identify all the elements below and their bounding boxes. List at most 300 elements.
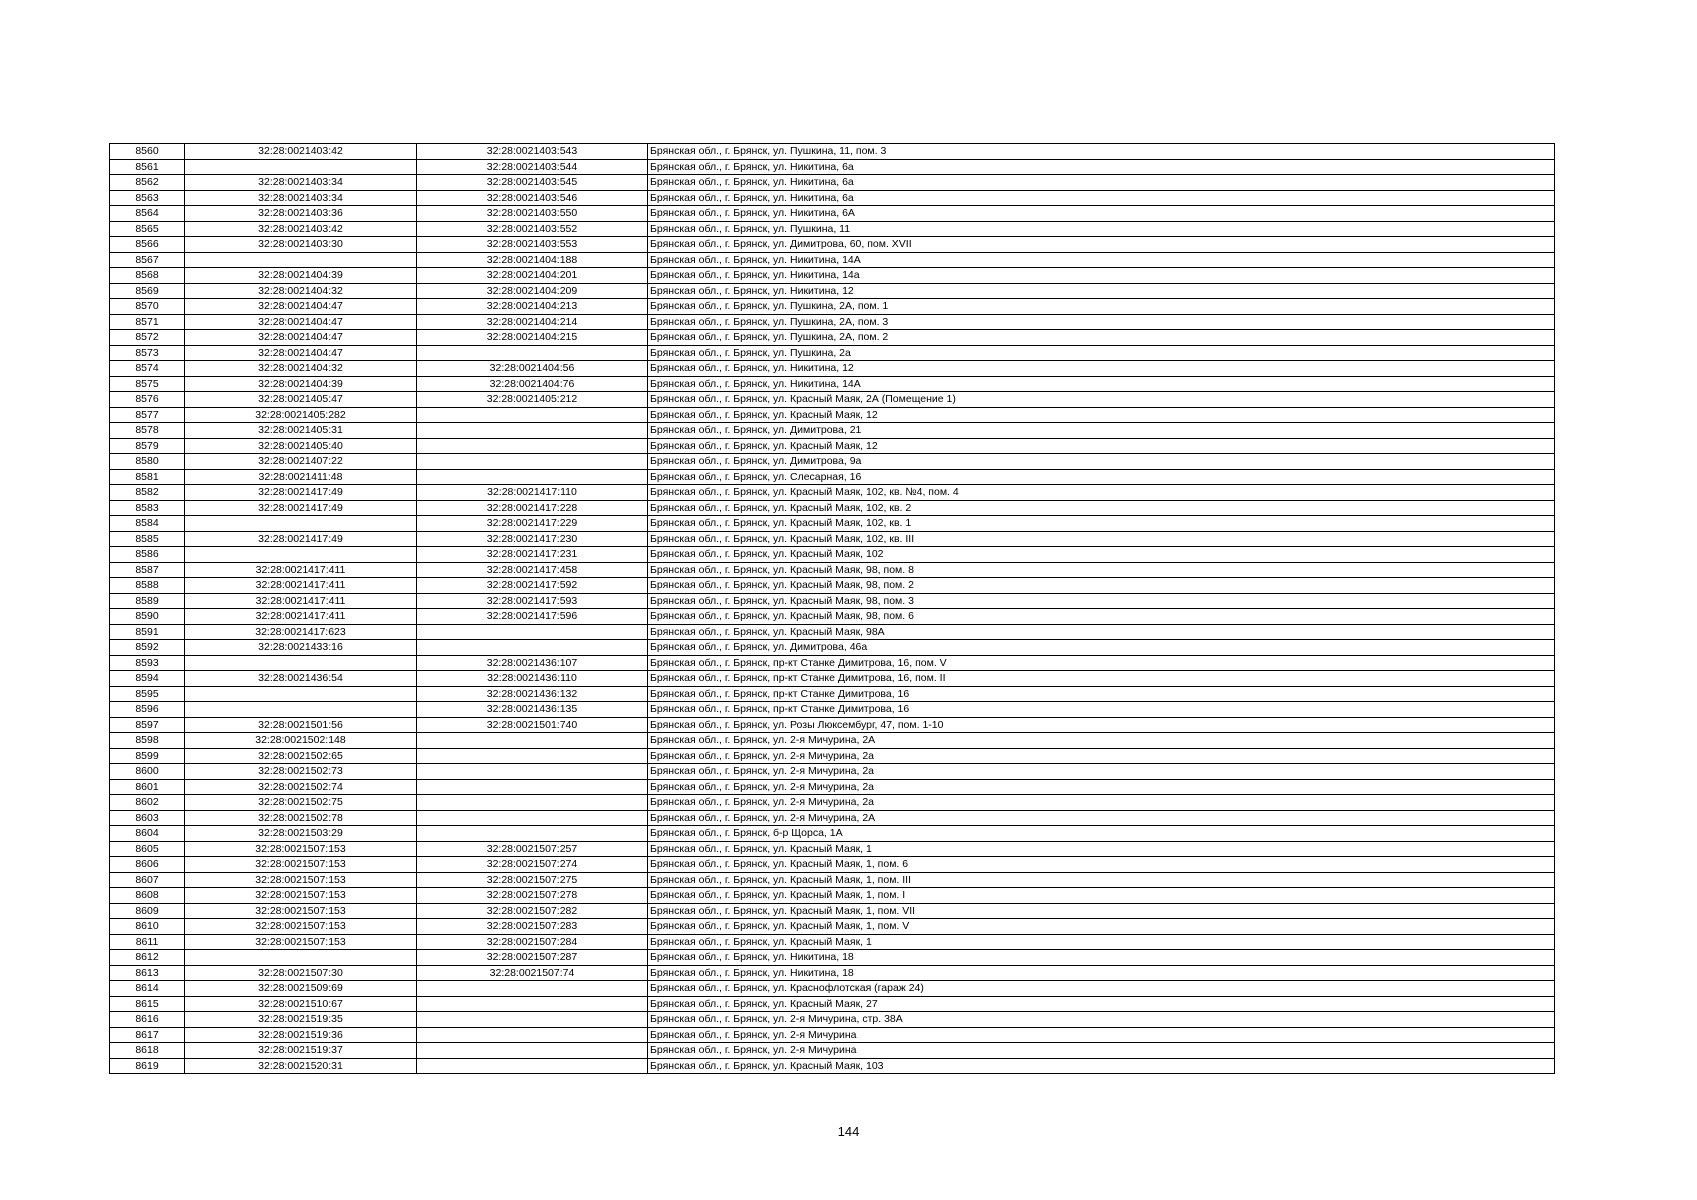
row-number-cell: 8567 <box>110 252 185 268</box>
row-number-cell: 8604 <box>110 826 185 842</box>
table-row <box>110 593 1555 609</box>
row-number-cell: 8590 <box>110 609 185 625</box>
object-cadastral-cell <box>417 454 648 470</box>
land-cadastral-cell: 32:28:0021417:49 <box>185 531 417 547</box>
object-cadastral-cell: 32:28:0021404:56 <box>417 361 648 377</box>
address-cell: Брянская обл., г. Брянск, ул. Никитина, 6а <box>648 159 1555 175</box>
table-row <box>110 733 1555 749</box>
row-number-cell: 8599 <box>110 748 185 764</box>
address-cell: Брянская обл., г. Брянск, ул. Никитина, 6а <box>648 190 1555 206</box>
row-number-cell: 8612 <box>110 950 185 966</box>
address-cell: Брянская обл., г. Брянск, ул. Красный Маяк, 102, кв. №4, пом. 4 <box>648 485 1555 501</box>
object-cadastral-cell: 32:28:0021507:287 <box>417 950 648 966</box>
object-cadastral-cell: 32:28:0021501:740 <box>417 717 648 733</box>
row-number-cell: 8576 <box>110 392 185 408</box>
row-number-cell: 8575 <box>110 376 185 392</box>
object-cadastral-cell: 32:28:0021436:107 <box>417 655 648 671</box>
table-row <box>110 810 1555 826</box>
table-row <box>110 779 1555 795</box>
land-cadastral-cell: 32:28:0021404:47 <box>185 330 417 346</box>
row-number-cell: 8609 <box>110 903 185 919</box>
object-cadastral-cell: 32:28:0021507:257 <box>417 841 648 857</box>
table-row <box>110 919 1555 935</box>
land-cadastral-cell: 32:28:0021404:47 <box>185 345 417 361</box>
address-cell: Брянская обл., г. Брянск, ул. Красный Маяк, 12 <box>648 438 1555 454</box>
address-cell: Брянская обл., г. Брянск, ул. Никитина, 14а <box>648 268 1555 284</box>
land-cadastral-cell: 32:28:0021411:48 <box>185 469 417 485</box>
row-number-cell: 8596 <box>110 702 185 718</box>
object-cadastral-cell <box>417 1012 648 1028</box>
table-row <box>110 376 1555 392</box>
land-cadastral-cell: 32:28:0021507:30 <box>185 965 417 981</box>
object-cadastral-cell: 32:28:0021404:215 <box>417 330 648 346</box>
object-cadastral-cell: 32:28:0021417:228 <box>417 500 648 516</box>
object-cadastral-cell: 32:28:0021405:212 <box>417 392 648 408</box>
object-cadastral-cell: 32:28:0021507:284 <box>417 934 648 950</box>
land-cadastral-cell: 32:28:0021520:31 <box>185 1058 417 1074</box>
land-cadastral-cell: 32:28:0021417:411 <box>185 578 417 594</box>
table-row <box>110 175 1555 191</box>
object-cadastral-cell: 32:28:0021436:135 <box>417 702 648 718</box>
table-row <box>110 345 1555 361</box>
row-number-cell: 8574 <box>110 361 185 377</box>
table-row <box>110 795 1555 811</box>
row-number-cell: 8579 <box>110 438 185 454</box>
land-cadastral-cell: 32:28:0021507:153 <box>185 841 417 857</box>
land-cadastral-cell: 32:28:0021405:40 <box>185 438 417 454</box>
land-cadastral-cell: 32:28:0021404:39 <box>185 376 417 392</box>
land-cadastral-cell: 32:28:0021502:73 <box>185 764 417 780</box>
row-number-cell: 8591 <box>110 624 185 640</box>
object-cadastral-cell: 32:28:0021403:553 <box>417 237 648 253</box>
address-cell: Брянская обл., г. Брянск, ул. Никитина, 12 <box>648 361 1555 377</box>
row-number-cell: 8562 <box>110 175 185 191</box>
row-number-cell: 8615 <box>110 996 185 1012</box>
registry-table-body <box>110 144 1555 1074</box>
land-cadastral-cell: 32:28:0021404:47 <box>185 314 417 330</box>
object-cadastral-cell: 32:28:0021417:231 <box>417 547 648 563</box>
row-number-cell: 8607 <box>110 872 185 888</box>
address-cell: Брянская обл., г. Брянск, ул. 2-я Мичурина, 2А <box>648 810 1555 826</box>
table-row <box>110 159 1555 175</box>
object-cadastral-cell: 32:28:0021507:74 <box>417 965 648 981</box>
land-cadastral-cell: 32:28:0021417:411 <box>185 562 417 578</box>
address-cell: Брянская обл., г. Брянск, ул. Красный Маяк, 2А (Помещение 1) <box>648 392 1555 408</box>
land-cadastral-cell: 32:28:0021519:36 <box>185 1027 417 1043</box>
land-cadastral-cell: 32:28:0021509:69 <box>185 981 417 997</box>
address-cell: Брянская обл., г. Брянск, ул. Димитрова, 60, пом. XVII <box>648 237 1555 253</box>
object-cadastral-cell: 32:28:0021436:132 <box>417 686 648 702</box>
address-cell: Брянская обл., г. Брянск, ул. Красный Маяк, 102, кв. III <box>648 531 1555 547</box>
table-row <box>110 485 1555 501</box>
row-number-cell: 8577 <box>110 407 185 423</box>
address-cell: Брянская обл., г. Брянск, ул. Красный Маяк, 1, пом. 6 <box>648 857 1555 873</box>
object-cadastral-cell: 32:28:0021403:546 <box>417 190 648 206</box>
address-cell: Брянская обл., г. Брянск, ул. Слесарная, 16 <box>648 469 1555 485</box>
address-cell: Брянская обл., г. Брянск, ул. Пушкина, 2А, пом. 1 <box>648 299 1555 315</box>
object-cadastral-cell: 32:28:0021417:110 <box>417 485 648 501</box>
object-cadastral-cell <box>417 1027 648 1043</box>
table-row <box>110 934 1555 950</box>
land-cadastral-cell: 32:28:0021403:30 <box>185 237 417 253</box>
table-row <box>110 841 1555 857</box>
table-row <box>110 981 1555 997</box>
row-number-cell: 8593 <box>110 655 185 671</box>
row-number-cell: 8570 <box>110 299 185 315</box>
row-number-cell: 8572 <box>110 330 185 346</box>
table-row <box>110 454 1555 470</box>
object-cadastral-cell <box>417 826 648 842</box>
table-row <box>110 562 1555 578</box>
object-cadastral-cell: 32:28:0021404:188 <box>417 252 648 268</box>
address-cell: Брянская обл., г. Брянск, ул. Краснофлотская (гараж 24) <box>648 981 1555 997</box>
address-cell: Брянская обл., г. Брянск, ул. Никитина, 18 <box>648 965 1555 981</box>
land-cadastral-cell: 32:28:0021502:75 <box>185 795 417 811</box>
land-cadastral-cell <box>185 547 417 563</box>
object-cadastral-cell: 32:28:0021507:275 <box>417 872 648 888</box>
object-cadastral-cell: 32:28:0021417:458 <box>417 562 648 578</box>
table-row <box>110 516 1555 532</box>
table-row <box>110 1043 1555 1059</box>
table-row <box>110 996 1555 1012</box>
address-cell: Брянская обл., г. Брянск, ул. Красный Маяк, 98, пом. 8 <box>648 562 1555 578</box>
object-cadastral-cell <box>417 640 648 656</box>
table-row <box>110 702 1555 718</box>
address-cell: Брянская обл., г. Брянск, ул. 2-я Мичурина <box>648 1043 1555 1059</box>
land-cadastral-cell: 32:28:0021502:65 <box>185 748 417 764</box>
object-cadastral-cell <box>417 624 648 640</box>
land-cadastral-cell: 32:28:0021404:32 <box>185 361 417 377</box>
object-cadastral-cell: 32:28:0021417:229 <box>417 516 648 532</box>
land-cadastral-cell: 32:28:0021507:153 <box>185 872 417 888</box>
address-cell: Брянская обл., г. Брянск, ул. 2-я Мичурина, 2а <box>648 748 1555 764</box>
object-cadastral-cell: 32:28:0021403:543 <box>417 144 648 160</box>
address-cell: Брянская обл., г. Брянск, ул. Красный Маяк, 27 <box>648 996 1555 1012</box>
address-cell: Брянская обл., г. Брянск, ул. Никитина, 12 <box>648 283 1555 299</box>
object-cadastral-cell: 32:28:0021404:201 <box>417 268 648 284</box>
object-cadastral-cell: 32:28:0021403:545 <box>417 175 648 191</box>
table-row <box>110 578 1555 594</box>
address-cell: Брянская обл., г. Брянск, ул. Пушкина, 2А, пом. 3 <box>648 314 1555 330</box>
row-number-cell: 8578 <box>110 423 185 439</box>
land-cadastral-cell: 32:28:0021405:282 <box>185 407 417 423</box>
land-cadastral-cell: 32:28:0021417:411 <box>185 593 417 609</box>
address-cell: Брянская обл., г. Брянск, ул. 2-я Мичурина, 2а <box>648 779 1555 795</box>
object-cadastral-cell: 32:28:0021404:209 <box>417 283 648 299</box>
row-number-cell: 8597 <box>110 717 185 733</box>
object-cadastral-cell <box>417 438 648 454</box>
row-number-cell: 8589 <box>110 593 185 609</box>
row-number-cell: 8611 <box>110 934 185 950</box>
land-cadastral-cell: 32:28:0021507:153 <box>185 888 417 904</box>
land-cadastral-cell <box>185 655 417 671</box>
address-cell: Брянская обл., г. Брянск, б-р Щорса, 1А <box>648 826 1555 842</box>
row-number-cell: 8566 <box>110 237 185 253</box>
table-row <box>110 221 1555 237</box>
land-cadastral-cell: 32:28:0021510:67 <box>185 996 417 1012</box>
object-cadastral-cell: 32:28:0021436:110 <box>417 671 648 687</box>
object-cadastral-cell: 32:28:0021507:278 <box>417 888 648 904</box>
row-number-cell: 8601 <box>110 779 185 795</box>
table-row <box>110 717 1555 733</box>
page-number: 144 <box>837 1124 860 1139</box>
land-cadastral-cell: 32:28:0021403:34 <box>185 175 417 191</box>
object-cadastral-cell: 32:28:0021507:283 <box>417 919 648 935</box>
row-number-cell: 8602 <box>110 795 185 811</box>
land-cadastral-cell: 32:28:0021403:36 <box>185 206 417 222</box>
object-cadastral-cell <box>417 795 648 811</box>
table-row <box>110 252 1555 268</box>
address-cell: Брянская обл., г. Брянск, ул. Пушкина, 11 <box>648 221 1555 237</box>
object-cadastral-cell: 32:28:0021417:596 <box>417 609 648 625</box>
row-number-cell: 8616 <box>110 1012 185 1028</box>
row-number-cell: 8585 <box>110 531 185 547</box>
land-cadastral-cell: 32:28:0021417:49 <box>185 500 417 516</box>
address-cell: Брянская обл., г. Брянск, ул. Красный Маяк, 1, пом. I <box>648 888 1555 904</box>
address-cell: Брянская обл., г. Брянск, ул. Красный Маяк, 1, пом. VII <box>648 903 1555 919</box>
row-number-cell: 8573 <box>110 345 185 361</box>
land-cadastral-cell: 32:28:0021507:153 <box>185 857 417 873</box>
address-cell: Брянская обл., г. Брянск, ул. Красный Маяк, 98, пом. 2 <box>648 578 1555 594</box>
address-cell: Брянская обл., г. Брянск, ул. Никитина, 14А <box>648 252 1555 268</box>
row-number-cell: 8561 <box>110 159 185 175</box>
table-row <box>110 531 1555 547</box>
land-cadastral-cell <box>185 159 417 175</box>
row-number-cell: 8588 <box>110 578 185 594</box>
table-row <box>110 438 1555 454</box>
address-cell: Брянская обл., г. Брянск, ул. Красный Маяк, 1, пом. III <box>648 872 1555 888</box>
address-cell: Брянская обл., г. Брянск, ул. Пушкина, 2а <box>648 345 1555 361</box>
table-row <box>110 686 1555 702</box>
address-cell: Брянская обл., г. Брянск, пр-кт Станке Димитрова, 16, пом. V <box>648 655 1555 671</box>
address-cell: Брянская обл., г. Брянск, ул. Красный Маяк, 12 <box>648 407 1555 423</box>
address-cell: Брянская обл., г. Брянск, ул. 2-я Мичурина, 2а <box>648 764 1555 780</box>
table-row <box>110 1012 1555 1028</box>
row-number-cell: 8587 <box>110 562 185 578</box>
row-number-cell: 8583 <box>110 500 185 516</box>
object-cadastral-cell <box>417 748 648 764</box>
land-cadastral-cell: 32:28:0021507:153 <box>185 903 417 919</box>
object-cadastral-cell: 32:28:0021417:230 <box>417 531 648 547</box>
row-number-cell: 8598 <box>110 733 185 749</box>
land-cadastral-cell: 32:28:0021404:47 <box>185 299 417 315</box>
address-cell: Брянская обл., г. Брянск, ул. Красный Маяк, 1 <box>648 841 1555 857</box>
table-row <box>110 144 1555 160</box>
table-row <box>110 314 1555 330</box>
table-row <box>110 407 1555 423</box>
land-cadastral-cell: 32:28:0021502:78 <box>185 810 417 826</box>
address-cell: Брянская обл., г. Брянск, пр-кт Станке Димитрова, 16 <box>648 686 1555 702</box>
row-number-cell: 8592 <box>110 640 185 656</box>
address-cell: Брянская обл., г. Брянск, ул. Розы Люксембург, 47, пом. 1-10 <box>648 717 1555 733</box>
land-cadastral-cell: 32:28:0021417:49 <box>185 485 417 501</box>
address-cell: Брянская обл., г. Брянск, ул. Никитина, 6а <box>648 175 1555 191</box>
address-cell: Брянская обл., г. Брянск, ул. Никитина, 14А <box>648 376 1555 392</box>
land-cadastral-cell: 32:28:0021503:29 <box>185 826 417 842</box>
object-cadastral-cell: 32:28:0021507:282 <box>417 903 648 919</box>
table-row <box>110 1058 1555 1074</box>
address-cell: Брянская обл., г. Брянск, ул. Красный Маяк, 98, пом. 3 <box>648 593 1555 609</box>
table-row <box>110 640 1555 656</box>
address-cell: Брянская обл., г. Брянск, ул. Красный Маяк, 1, пом. V <box>648 919 1555 935</box>
table-row <box>110 764 1555 780</box>
address-cell: Брянская обл., г. Брянск, пр-кт Станке Димитрова, 16, пом. II <box>648 671 1555 687</box>
address-cell: Брянская обл., г. Брянск, ул. 2-я Мичурина, 2А <box>648 733 1555 749</box>
object-cadastral-cell <box>417 345 648 361</box>
land-cadastral-cell: 32:28:0021404:39 <box>185 268 417 284</box>
land-cadastral-cell: 32:28:0021405:31 <box>185 423 417 439</box>
land-cadastral-cell: 32:28:0021502:148 <box>185 733 417 749</box>
table-row <box>110 469 1555 485</box>
row-number-cell: 8560 <box>110 144 185 160</box>
land-cadastral-cell <box>185 702 417 718</box>
object-cadastral-cell: 32:28:0021417:593 <box>417 593 648 609</box>
row-number-cell: 8594 <box>110 671 185 687</box>
table-row <box>110 748 1555 764</box>
land-cadastral-cell: 32:28:0021403:34 <box>185 190 417 206</box>
address-cell: Брянская обл., г. Брянск, пр-кт Станке Димитрова, 16 <box>648 702 1555 718</box>
table-row <box>110 547 1555 563</box>
table-row <box>110 206 1555 222</box>
land-cadastral-cell: 32:28:0021501:56 <box>185 717 417 733</box>
table-row <box>110 423 1555 439</box>
row-number-cell: 8565 <box>110 221 185 237</box>
object-cadastral-cell <box>417 733 648 749</box>
land-cadastral-cell: 32:28:0021519:35 <box>185 1012 417 1028</box>
land-cadastral-cell <box>185 516 417 532</box>
table-row <box>110 330 1555 346</box>
object-cadastral-cell: 32:28:0021417:592 <box>417 578 648 594</box>
table-row <box>110 950 1555 966</box>
row-number-cell: 8569 <box>110 283 185 299</box>
table-row <box>110 671 1555 687</box>
land-cadastral-cell: 32:28:0021502:74 <box>185 779 417 795</box>
row-number-cell: 8605 <box>110 841 185 857</box>
object-cadastral-cell <box>417 1043 648 1059</box>
table-row <box>110 392 1555 408</box>
row-number-cell: 8595 <box>110 686 185 702</box>
row-number-cell: 8586 <box>110 547 185 563</box>
address-cell: Брянская обл., г. Брянск, ул. Никитина, 6А <box>648 206 1555 222</box>
object-cadastral-cell: 32:28:0021403:544 <box>417 159 648 175</box>
table-row <box>110 965 1555 981</box>
address-cell: Брянская обл., г. Брянск, ул. Никитина, 18 <box>648 950 1555 966</box>
table-row <box>110 361 1555 377</box>
object-cadastral-cell <box>417 779 648 795</box>
table-row <box>110 1027 1555 1043</box>
land-cadastral-cell: 32:28:0021403:42 <box>185 221 417 237</box>
land-cadastral-cell: 32:28:0021436:54 <box>185 671 417 687</box>
row-number-cell: 8581 <box>110 469 185 485</box>
address-cell: Брянская обл., г. Брянск, ул. Красный Маяк, 102 <box>648 547 1555 563</box>
table-row <box>110 872 1555 888</box>
address-cell: Брянская обл., г. Брянск, ул. 2-я Мичурина, стр. 38А <box>648 1012 1555 1028</box>
land-cadastral-cell <box>185 686 417 702</box>
table-row <box>110 299 1555 315</box>
land-cadastral-cell: 32:28:0021403:42 <box>185 144 417 160</box>
object-cadastral-cell: 32:28:0021404:213 <box>417 299 648 315</box>
land-cadastral-cell: 32:28:0021404:32 <box>185 283 417 299</box>
object-cadastral-cell: 32:28:0021403:550 <box>417 206 648 222</box>
land-cadastral-cell <box>185 252 417 268</box>
object-cadastral-cell <box>417 407 648 423</box>
table-row <box>110 500 1555 516</box>
land-cadastral-cell: 32:28:0021433:16 <box>185 640 417 656</box>
address-cell: Брянская обл., г. Брянск, ул. Димитрова, 9а <box>648 454 1555 470</box>
object-cadastral-cell <box>417 996 648 1012</box>
address-cell: Брянская обл., г. Брянск, ул. 2-я Мичурина <box>648 1027 1555 1043</box>
land-cadastral-cell <box>185 950 417 966</box>
row-number-cell: 8571 <box>110 314 185 330</box>
land-cadastral-cell: 32:28:0021407:22 <box>185 454 417 470</box>
row-number-cell: 8603 <box>110 810 185 826</box>
table-row <box>110 624 1555 640</box>
land-cadastral-cell: 32:28:0021405:47 <box>185 392 417 408</box>
object-cadastral-cell <box>417 1058 648 1074</box>
registry-table <box>109 143 1555 1074</box>
address-cell: Брянская обл., г. Брянск, ул. 2-я Мичурина, 2а <box>648 795 1555 811</box>
object-cadastral-cell: 32:28:0021404:76 <box>417 376 648 392</box>
object-cadastral-cell <box>417 764 648 780</box>
row-number-cell: 8606 <box>110 857 185 873</box>
object-cadastral-cell <box>417 810 648 826</box>
object-cadastral-cell: 32:28:0021404:214 <box>417 314 648 330</box>
object-cadastral-cell: 32:28:0021403:552 <box>417 221 648 237</box>
row-number-cell: 8563 <box>110 190 185 206</box>
object-cadastral-cell <box>417 469 648 485</box>
table-row <box>110 888 1555 904</box>
address-cell: Брянская обл., г. Брянск, ул. Пушкина, 2А, пом. 2 <box>648 330 1555 346</box>
table-row <box>110 190 1555 206</box>
row-number-cell: 8619 <box>110 1058 185 1074</box>
address-cell: Брянская обл., г. Брянск, ул. Красный Маяк, 98А <box>648 624 1555 640</box>
row-number-cell: 8610 <box>110 919 185 935</box>
address-cell: Брянская обл., г. Брянск, ул. Красный Маяк, 102, кв. 2 <box>648 500 1555 516</box>
row-number-cell: 8580 <box>110 454 185 470</box>
address-cell: Брянская обл., г. Брянск, ул. Красный Маяк, 102, кв. 1 <box>648 516 1555 532</box>
land-cadastral-cell: 32:28:0021507:153 <box>185 919 417 935</box>
row-number-cell: 8608 <box>110 888 185 904</box>
land-cadastral-cell: 32:28:0021507:153 <box>185 934 417 950</box>
address-cell: Брянская обл., г. Брянск, ул. Димитрова, 21 <box>648 423 1555 439</box>
address-cell: Брянская обл., г. Брянск, ул. Красный Маяк, 103 <box>648 1058 1555 1074</box>
object-cadastral-cell <box>417 981 648 997</box>
object-cadastral-cell <box>417 423 648 439</box>
land-cadastral-cell: 32:28:0021417:411 <box>185 609 417 625</box>
table-row <box>110 268 1555 284</box>
row-number-cell: 8564 <box>110 206 185 222</box>
row-number-cell: 8584 <box>110 516 185 532</box>
row-number-cell: 8600 <box>110 764 185 780</box>
address-cell: Брянская обл., г. Брянск, ул. Пушкина, 11, пом. 3 <box>648 144 1555 160</box>
address-cell: Брянская обл., г. Брянск, ул. Димитрова, 46а <box>648 640 1555 656</box>
row-number-cell: 8582 <box>110 485 185 501</box>
table-row <box>110 283 1555 299</box>
land-cadastral-cell: 32:28:0021417:623 <box>185 624 417 640</box>
address-cell: Брянская обл., г. Брянск, ул. Красный Маяк, 98, пом. 6 <box>648 609 1555 625</box>
row-number-cell: 8617 <box>110 1027 185 1043</box>
address-cell: Брянская обл., г. Брянск, ул. Красный Маяк, 1 <box>648 934 1555 950</box>
row-number-cell: 8614 <box>110 981 185 997</box>
table-row <box>110 237 1555 253</box>
table-row <box>110 826 1555 842</box>
land-cadastral-cell: 32:28:0021519:37 <box>185 1043 417 1059</box>
row-number-cell: 8568 <box>110 268 185 284</box>
table-row <box>110 609 1555 625</box>
row-number-cell: 8618 <box>110 1043 185 1059</box>
table-row <box>110 903 1555 919</box>
table-row <box>110 857 1555 873</box>
